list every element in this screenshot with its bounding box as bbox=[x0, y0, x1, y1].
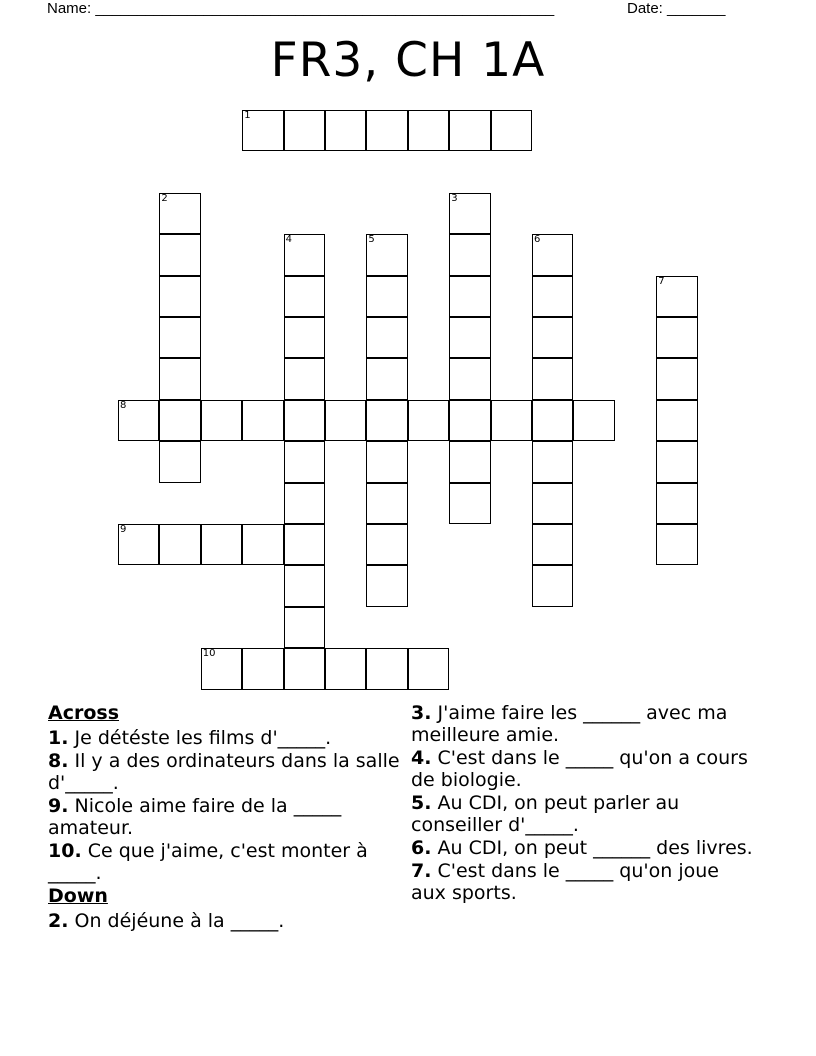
grid-cell[interactable] bbox=[284, 400, 325, 441]
grid-cell[interactable] bbox=[449, 234, 490, 275]
grid-cell[interactable] bbox=[656, 358, 697, 399]
cell-number: 1 bbox=[244, 110, 251, 121]
clue-text: Ce que j'aime, c'est monter à _____. bbox=[48, 840, 368, 884]
grid-cell[interactable] bbox=[118, 400, 159, 441]
grid-cell[interactable] bbox=[491, 400, 532, 441]
cell-number: 7 bbox=[658, 275, 665, 287]
grid-cell[interactable] bbox=[159, 234, 200, 275]
clue-number: 1. bbox=[48, 727, 69, 749]
grid-cell[interactable] bbox=[366, 234, 407, 275]
grid-cell[interactable] bbox=[656, 483, 697, 524]
clue-text: Au CDI, on peut ______ des livres. bbox=[437, 837, 753, 859]
clue-text: C'est dans le _____ qu'on joue aux sports. bbox=[411, 860, 719, 904]
grid-cell[interactable] bbox=[532, 483, 573, 524]
page-title: FR3, CH 1A bbox=[270, 33, 546, 88]
grid-cell[interactable] bbox=[242, 110, 283, 151]
across-heading: Across bbox=[48, 702, 120, 724]
grid-cell[interactable] bbox=[656, 441, 697, 482]
grid-cell[interactable] bbox=[201, 524, 242, 565]
grid-cell[interactable] bbox=[242, 648, 283, 689]
clue-number: 8. bbox=[48, 750, 69, 772]
grid-cell[interactable] bbox=[284, 234, 325, 275]
grid-cell[interactable] bbox=[656, 524, 697, 565]
grid-cell[interactable] bbox=[491, 110, 532, 151]
clue-down-2 bbox=[48, 910, 400, 932]
clue-down-4 bbox=[411, 747, 759, 791]
clue-across-1 bbox=[48, 727, 400, 749]
cell-number: 6 bbox=[534, 234, 541, 246]
grid-cell[interactable] bbox=[449, 193, 490, 234]
grid-cell[interactable] bbox=[532, 358, 573, 399]
grid-cell[interactable] bbox=[159, 193, 200, 234]
clues-left-column bbox=[48, 702, 400, 933]
grid-cell[interactable] bbox=[366, 648, 407, 689]
grid-cell[interactable] bbox=[284, 441, 325, 482]
clue-text: C'est dans le _____ qu'on a cours de biologie. bbox=[411, 747, 748, 791]
grid-cell[interactable] bbox=[201, 648, 242, 689]
grid-cell[interactable] bbox=[366, 358, 407, 399]
grid-cell[interactable] bbox=[408, 400, 449, 441]
grid-cell[interactable] bbox=[449, 317, 490, 358]
grid-cell[interactable] bbox=[284, 483, 325, 524]
grid-cell[interactable] bbox=[284, 276, 325, 317]
grid-cell[interactable] bbox=[366, 483, 407, 524]
grid-cell[interactable] bbox=[366, 441, 407, 482]
grid-cell[interactable] bbox=[449, 358, 490, 399]
clue-text: Je détéste les films d'_____. bbox=[74, 727, 332, 749]
grid-cell[interactable] bbox=[366, 400, 407, 441]
grid-cell[interactable] bbox=[284, 524, 325, 565]
grid-cell[interactable] bbox=[408, 110, 449, 151]
grid-cell[interactable] bbox=[325, 648, 366, 689]
clue-text: Au CDI, on peut parler au conseiller d'_____. bbox=[411, 792, 680, 836]
grid-cell[interactable] bbox=[366, 276, 407, 317]
down-heading: Down bbox=[48, 885, 108, 907]
grid-cell[interactable] bbox=[118, 524, 159, 565]
grid-cell[interactable] bbox=[532, 524, 573, 565]
clue-across-8 bbox=[48, 750, 400, 794]
grid-cell[interactable] bbox=[242, 400, 283, 441]
clue-number: 2. bbox=[48, 910, 69, 932]
name-field[interactable]: Name: _______________________________________________________ bbox=[47, 0, 555, 17]
grid-cell[interactable] bbox=[532, 565, 573, 606]
grid-cell[interactable] bbox=[449, 441, 490, 482]
clue-down-3 bbox=[411, 702, 759, 746]
grid-cell[interactable] bbox=[201, 400, 242, 441]
grid-cell[interactable] bbox=[284, 358, 325, 399]
grid-cell[interactable] bbox=[366, 565, 407, 606]
cell-number: 9 bbox=[120, 524, 127, 535]
grid-cell[interactable] bbox=[449, 483, 490, 524]
grid-cell[interactable] bbox=[366, 110, 407, 151]
grid-cell[interactable] bbox=[159, 441, 200, 482]
grid-cell[interactable] bbox=[449, 276, 490, 317]
clue-number: 7. bbox=[411, 860, 432, 882]
clue-number: 5. bbox=[411, 792, 432, 814]
clues-right-column bbox=[411, 702, 759, 905]
date-field[interactable]: Date: _______ bbox=[627, 0, 726, 17]
grid-cell[interactable] bbox=[284, 648, 325, 689]
grid-cell[interactable] bbox=[284, 565, 325, 606]
grid-cell[interactable] bbox=[325, 400, 366, 441]
grid-cell[interactable] bbox=[366, 317, 407, 358]
grid-cell[interactable] bbox=[242, 524, 283, 565]
clue-number: 4. bbox=[411, 747, 432, 769]
grid-cell[interactable] bbox=[366, 524, 407, 565]
grid-cell[interactable] bbox=[532, 441, 573, 482]
clue-text: Nicole aime faire de la _____ amateur. bbox=[48, 795, 342, 839]
grid-cell[interactable] bbox=[573, 400, 614, 441]
grid-cell[interactable] bbox=[159, 317, 200, 358]
clue-number: 9. bbox=[48, 795, 69, 817]
grid-cell[interactable] bbox=[656, 317, 697, 358]
clue-number: 3. bbox=[411, 702, 432, 724]
grid-cell[interactable] bbox=[532, 400, 573, 441]
clue-across-10 bbox=[48, 840, 400, 884]
clue-text: J'aime faire les ______ avec ma meilleure amie. bbox=[411, 702, 728, 746]
grid-cell[interactable] bbox=[449, 110, 490, 151]
cell-number: 8 bbox=[120, 399, 127, 411]
clue-down-6 bbox=[411, 837, 759, 859]
grid-cell[interactable] bbox=[284, 317, 325, 358]
grid-cell[interactable] bbox=[408, 648, 449, 689]
grid-cell[interactable] bbox=[159, 276, 200, 317]
cell-number: 4 bbox=[285, 234, 292, 246]
grid-cell[interactable] bbox=[159, 400, 200, 441]
clue-down-7 bbox=[411, 860, 759, 904]
grid-cell[interactable] bbox=[656, 400, 697, 441]
cell-number: 2 bbox=[161, 192, 168, 204]
grid-cell[interactable] bbox=[532, 317, 573, 358]
grid-cell[interactable] bbox=[325, 110, 366, 151]
cell-number: 5 bbox=[368, 234, 375, 246]
cell-number: 3 bbox=[451, 192, 458, 204]
clue-across-9 bbox=[48, 795, 400, 839]
clue-text: Il y a des ordinateurs dans la salle d'_____. bbox=[48, 750, 400, 794]
grid-cell[interactable] bbox=[159, 524, 200, 565]
cell-number: 10 bbox=[202, 648, 216, 660]
clue-text: On déjéune à la _____. bbox=[74, 910, 285, 932]
grid-cell[interactable] bbox=[159, 358, 200, 399]
clue-number: 6. bbox=[411, 837, 432, 859]
grid-cell[interactable] bbox=[532, 276, 573, 317]
grid-cell[interactable] bbox=[656, 276, 697, 317]
grid-cell[interactable] bbox=[532, 234, 573, 275]
clue-down-5 bbox=[411, 792, 759, 836]
grid-cell[interactable] bbox=[284, 607, 325, 648]
clue-number: 10. bbox=[48, 840, 82, 862]
grid-cell[interactable] bbox=[284, 110, 325, 151]
grid-cell[interactable] bbox=[449, 400, 490, 441]
